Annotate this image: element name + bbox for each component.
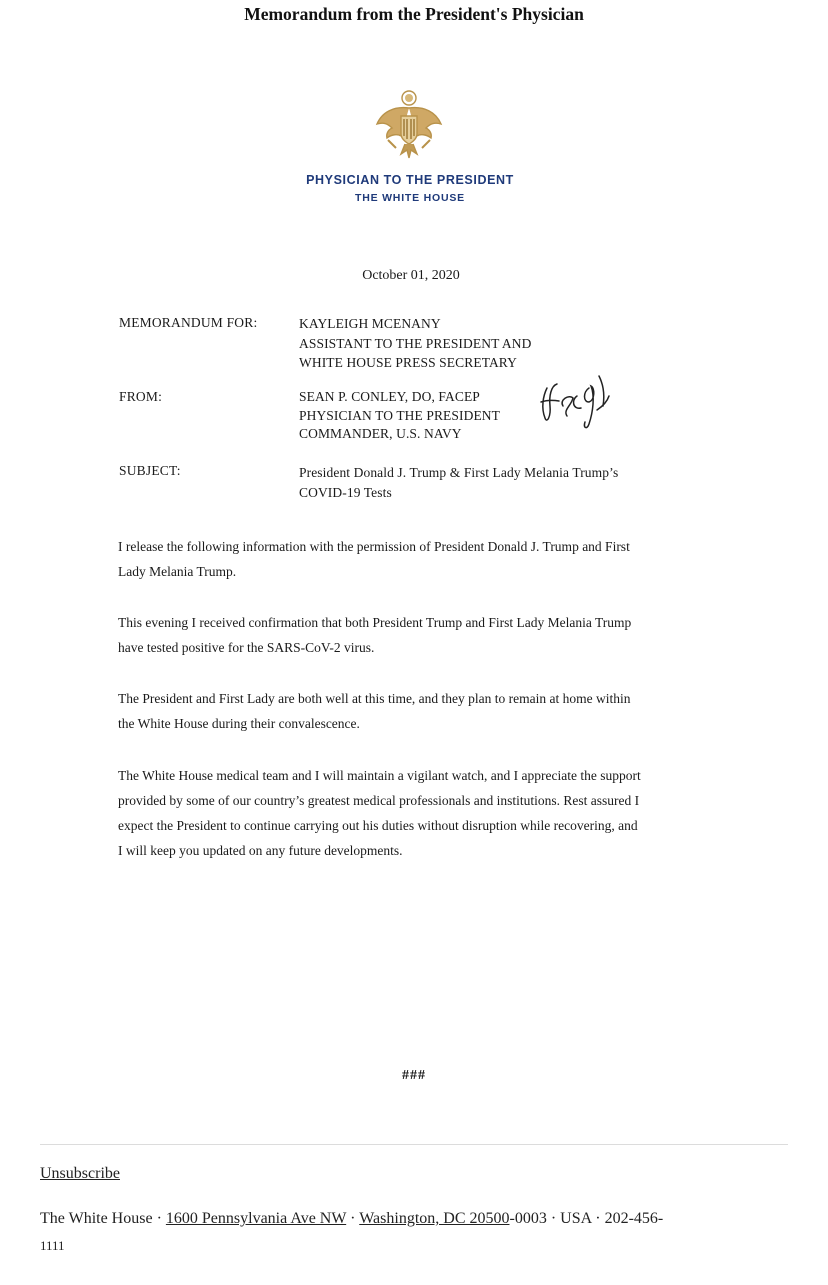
body-paragraph-3	[118, 686, 718, 736]
memo-for-recipient	[299, 314, 531, 373]
footer-zip-ext: -0003	[509, 1210, 547, 1227]
unsubscribe-link[interactable]: Unsubscribe	[40, 1165, 120, 1182]
body-line: Lady Melania Trump.	[118, 564, 237, 579]
footer-phone: 202-456-	[604, 1210, 664, 1227]
handwritten-signature	[533, 366, 618, 436]
footer-divider	[40, 1144, 788, 1145]
from-label: FROM:	[119, 389, 163, 404]
memo-for-line: WHITE HOUSE PRESS SECRETARY	[299, 355, 518, 370]
footer-country: USA	[560, 1210, 592, 1227]
footer-separator: ·	[152, 1210, 166, 1227]
body-line: expect the President to continue carrying out his duties without disruption while recovering, and	[118, 818, 638, 833]
subject-line: COVID-19 Tests	[299, 484, 392, 500]
body-line: the White House during their convalescence.	[118, 716, 360, 731]
memo-for-line: ASSISTANT TO THE PRESIDENT AND	[299, 335, 532, 351]
from-sender	[299, 388, 500, 444]
footer-separator: ·	[546, 1210, 561, 1227]
eagle-seal-icon	[374, 88, 444, 160]
memo-date: October 01, 2020	[362, 268, 460, 283]
body-line: The White House medical team and I will maintain a vigilant watch, and I appreciate the support	[118, 768, 641, 783]
body-line: provided by some of our country’s greatest medical professionals and institutions. Rest assured I	[118, 793, 640, 808]
subject-label: SUBJECT:	[119, 463, 181, 478]
body-paragraph-4	[118, 763, 718, 863]
footer-street-link[interactable]: 1600 Pennsylvania Ave NW	[165, 1210, 347, 1227]
footer-separator: ·	[591, 1210, 605, 1227]
memo-for-line: KAYLEIGH MCENANY	[299, 316, 441, 331]
letterhead-office: PHYSICIAN TO THE PRESIDENT	[306, 173, 514, 187]
end-mark: ###	[402, 1068, 426, 1083]
letterhead-house: THE WHITE HOUSE	[354, 192, 465, 204]
from-line: PHYSICIAN TO THE PRESIDENT	[299, 407, 500, 423]
footer-separator: ·	[346, 1210, 360, 1227]
body-paragraph-1	[118, 534, 718, 584]
body-line: The President and First Lady are both well at this time, and they plan to remain at home within	[118, 691, 631, 706]
subject-line: President Donald J. Trump & First Lady Melania Trump’s	[299, 465, 619, 480]
body-paragraph-2	[118, 610, 718, 660]
memo-for-label: MEMORANDUM FOR:	[119, 315, 258, 330]
footer-address	[40, 1205, 790, 1259]
from-line: COMMANDER, U.S. NAVY	[299, 426, 462, 441]
from-line: SEAN P. CONLEY, DO, FACEP	[299, 389, 480, 404]
footer-org: The White House	[40, 1210, 153, 1227]
body-line: I will keep you updated on any future developments.	[118, 843, 403, 858]
body-line: have tested positive for the SARS-CoV-2 virus.	[118, 640, 375, 655]
email-headline: Memorandum from the President's Physician	[244, 4, 584, 24]
body-line: This evening I received confirmation that both President Trump and First Lady Melania Trump	[118, 615, 632, 630]
footer-phone-end: 1111	[40, 1238, 65, 1253]
footer-city-link[interactable]: Washington, DC 20500	[359, 1210, 510, 1227]
body-line: I release the following information with the permission of President Donald J. Trump and First	[118, 539, 630, 554]
subject-text	[299, 463, 618, 502]
